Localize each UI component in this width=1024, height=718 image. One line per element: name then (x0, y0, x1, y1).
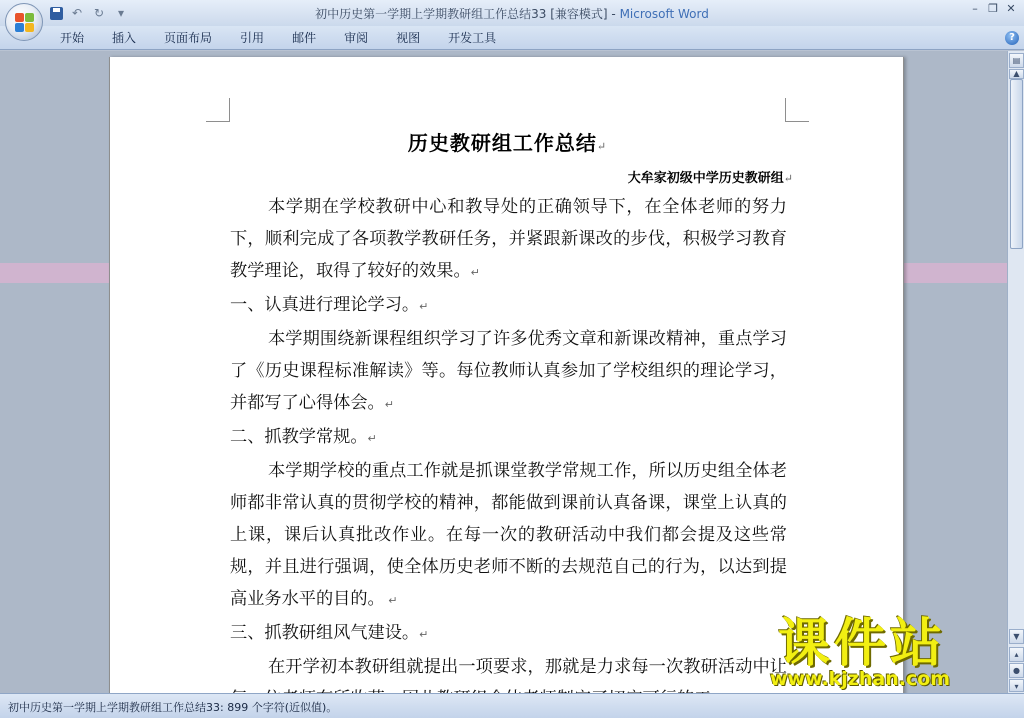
quick-access-toolbar (50, 4, 129, 22)
paragraph: 本学期在学校教研中心和教导处的正确领导下，在全体老师的努力下，顺利完成了各项教学教研任务，并紧跟新课改的步伐，积极学习教育教学理论，取得了较好的效果。↵ (230, 197, 787, 281)
document-subtitle: 大牟家初级中学历史教研组↵ (627, 171, 793, 186)
undo-icon[interactable]: ↶ (71, 6, 83, 20)
help-icon[interactable]: ? (1005, 31, 1019, 45)
crop-mark-top-right (785, 98, 809, 122)
ruler-toggle-icon[interactable]: ▤ (1009, 53, 1024, 68)
tab-references[interactable]: 引用 (240, 31, 265, 45)
status-bar (0, 693, 1024, 718)
section-heading: 三、抓教研组风气建设。↵ (230, 623, 429, 643)
crop-mark-top-left (206, 98, 230, 122)
ribbon-tab-row (0, 26, 1024, 50)
customize-icon[interactable]: ▾ (117, 6, 125, 20)
document-body (230, 191, 787, 715)
scrollbar-thumb[interactable] (1010, 79, 1023, 249)
window-controls (968, 2, 1018, 15)
watermark (770, 616, 1006, 692)
watermark-logo: 课件站 (778, 614, 947, 674)
status-text: 初中历史第一学期上学期教研组工作总结33: 899 个字符(近似值)。 (8, 701, 338, 714)
next-page-icon[interactable]: ▾ (1009, 679, 1024, 692)
save-icon[interactable] (50, 7, 63, 20)
window-title: 初中历史第一学期上学期教研组工作总结33 [兼容模式] - Microsoft Word (315, 7, 709, 21)
paragraph: 本学期围绕新课程组织学习了许多优秀文章和新课改精神，重点学习了《历史课程标准解读》等。每位教师认真参加了学校组织的理论学习，并都写了心得体会。↵ (230, 329, 787, 413)
office-logo-icon (15, 13, 34, 32)
scroll-up-icon[interactable]: ▲ (1009, 69, 1024, 79)
title-bar (0, 0, 1024, 26)
tab-review[interactable]: 审阅 (344, 31, 369, 45)
section-heading: 二、抓教学常规。↵ (230, 427, 377, 447)
vertical-scrollbar[interactable] (1007, 51, 1024, 693)
scroll-down-icon[interactable]: ▼ (1009, 629, 1024, 644)
paragraph: 本学期学校的重点工作就是抓课堂教学常规工作，所以历史组全体老师都非常认真的贯彻学校的精神，都能做到课前认真备课，课堂上认真的上课，课后认真批改作业。在每一次的教研活动中我们都会提及这些常规，并且进行强调，使全体历史老师不断的去规范自己的行为，以达到提高业务水平的目的。 ↵ (230, 461, 787, 609)
redo-icon[interactable]: ↻ (93, 6, 105, 20)
minimize-button[interactable]: – (972, 2, 978, 15)
tab-insert[interactable]: 插入 (112, 31, 137, 45)
office-button[interactable] (5, 3, 43, 41)
close-button[interactable]: ✕ (1006, 2, 1016, 15)
previous-page-icon[interactable]: ▴ (1009, 647, 1024, 662)
ribbon-tabs (46, 30, 510, 47)
document-title: 历史教研组工作总结↵ (407, 131, 608, 155)
section-heading: 一、认真进行理论学习。↵ (230, 295, 429, 315)
tab-view[interactable]: 视图 (396, 31, 421, 45)
select-browse-object-icon[interactable]: ● (1009, 663, 1024, 678)
tab-developer[interactable]: 开发工具 (448, 31, 497, 45)
tab-page-layout[interactable]: 页面布局 (164, 31, 213, 45)
watermark-url: www.kjzhan.com (770, 668, 951, 690)
tab-mailings[interactable]: 邮件 (292, 31, 317, 45)
document-workspace (0, 51, 1007, 693)
restore-button[interactable]: ❐ (988, 2, 998, 15)
paragraph: 在开学初本教研组就提出一项要求，那就是力求每一次教研活动中让 (268, 657, 787, 677)
tab-home[interactable]: 开始 (60, 31, 85, 45)
